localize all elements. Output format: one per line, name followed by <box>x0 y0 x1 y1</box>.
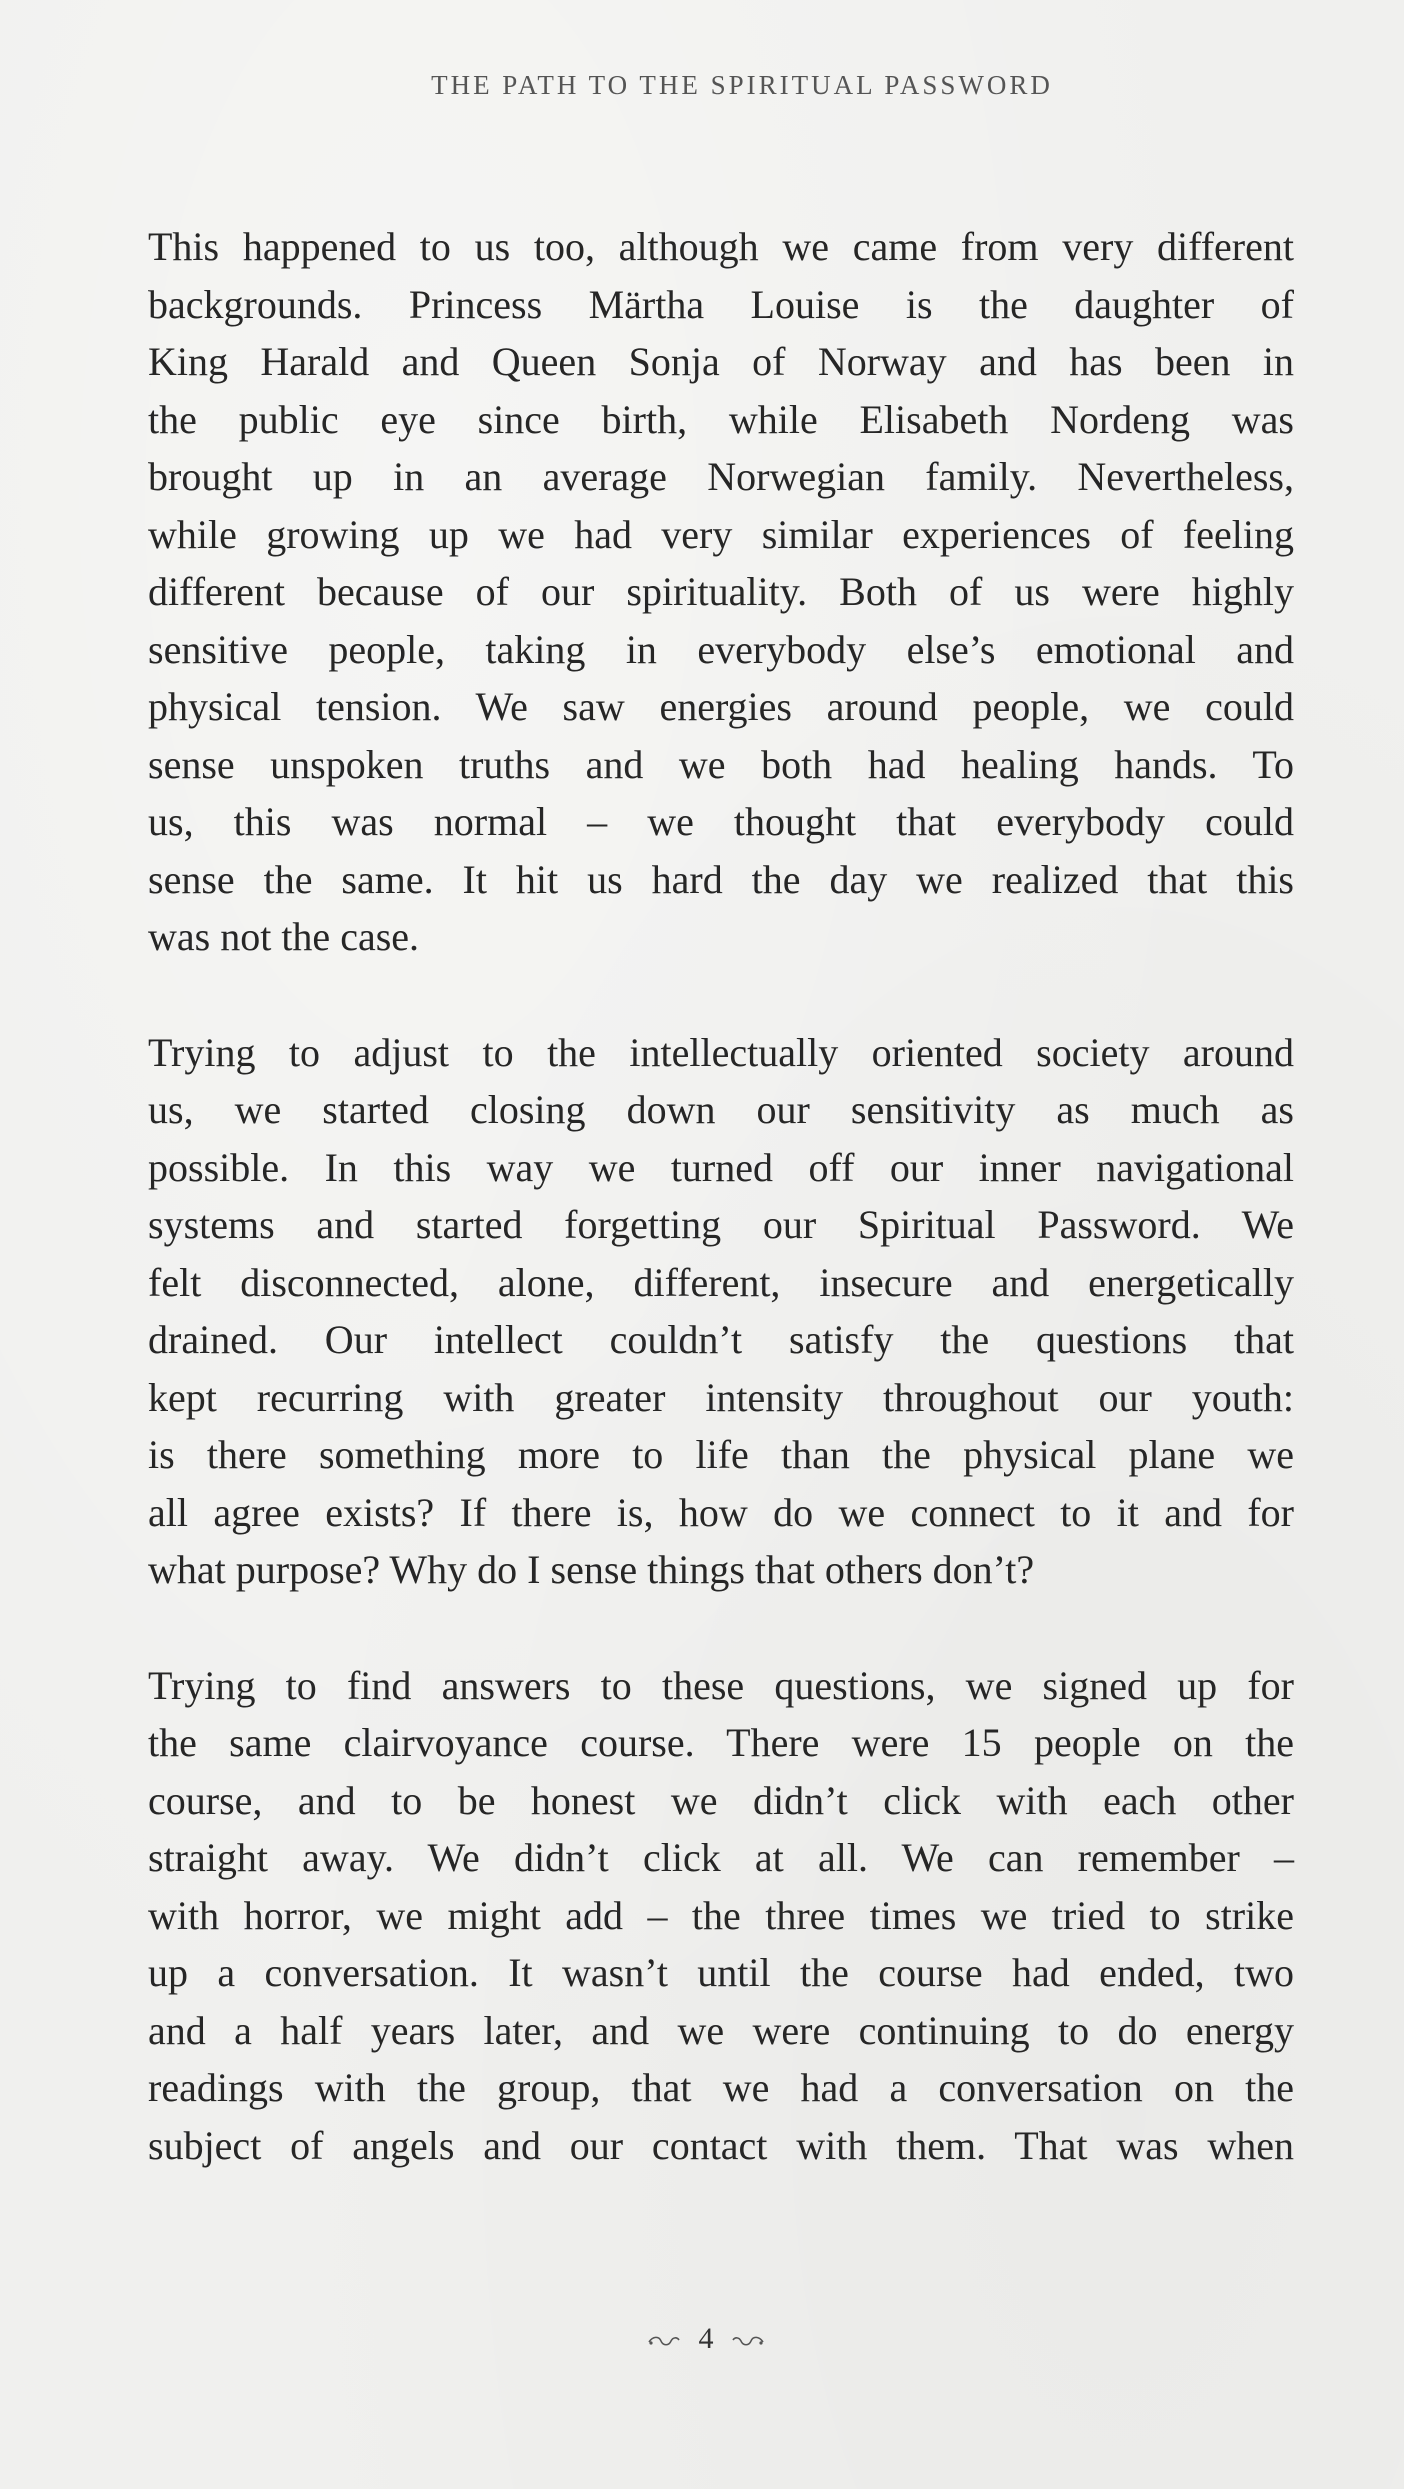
text-line: the public eye since birth, while Elisabeth Nordeng was <box>148 396 1294 442</box>
text-line: straight away. We didn’t click at all. We can remember – <box>148 1835 1294 1880</box>
text-line: us, we started closing down our sensitivity as much as <box>148 1087 1294 1132</box>
body-text <box>148 218 1294 2174</box>
running-head-title: THE PATH TO THE SPIRITUAL PASSWORD <box>431 70 1053 100</box>
paragraph-1 <box>148 218 1294 966</box>
text-line: Trying to adjust to the intellectually oriented society around <box>148 1029 1294 1075</box>
text-line: is there something more to life than the physical plane we <box>148 1432 1294 1477</box>
text-line: different because of our spirituality. Both of us were highly <box>148 569 1294 614</box>
text-line: while growing up we had very similar experiences of feeling <box>148 511 1294 557</box>
text-line: drained. Our intellect couldn’t satisfy the questions that <box>148 1317 1294 1362</box>
text-line: and a half years later, and we were continuing to do energy <box>148 2007 1294 2053</box>
text-line: possible. In this way we turned off our inner navigational <box>148 1144 1294 1190</box>
text-line: course, and to be honest we didn’t click with each other <box>148 1777 1294 1823</box>
text-line: all agree exists? If there is, how do we connect to it and for <box>148 1489 1294 1535</box>
text-line: what purpose? Why do I sense things that others don’t? <box>148 1547 1035 1592</box>
text-line: backgrounds. Princess Märtha Louise is the daughter of <box>148 281 1294 327</box>
page-footer <box>4 2322 1404 2356</box>
text-line: kept recurring with greater intensity throughout our youth: <box>148 1374 1294 1420</box>
text-line: the same clairvoyance course. There were 15 people on the <box>148 1720 1294 1765</box>
text-line: with horror, we might add – the three times we tried to strike <box>148 1892 1294 1938</box>
paragraph-2 <box>148 1024 1294 1599</box>
swirl-ornament-icon <box>647 2334 681 2348</box>
text-line: sensitive people, taking in everybody else’s emotional and <box>148 626 1294 672</box>
text-line: readings with the group, that we had a conversation on the <box>148 2065 1294 2110</box>
page-number: 4 <box>698 2322 714 2355</box>
text-line: up a conversation. It wasn’t until the course had ended, two <box>148 1950 1294 1995</box>
text-line: felt disconnected, alone, different, insecure and energetically <box>148 1259 1294 1305</box>
text-line: was not the case. <box>148 914 420 959</box>
text-line: brought up in an average Norwegian family. Nevertheless, <box>148 454 1294 499</box>
text-line: Trying to find answers to these questions, we signed up for <box>148 1662 1294 1708</box>
text-line: systems and started forgetting our Spiritual Password. We <box>148 1202 1294 1247</box>
text-line: sense unspoken truths and we both had healing hands. To <box>148 741 1294 787</box>
text-line: sense the same. It hit us hard the day we realized that this <box>148 856 1294 902</box>
text-line: us, this was normal – we thought that everybody could <box>148 799 1294 844</box>
text-line: subject of angels and our contact with them. That was when <box>148 2122 1294 2168</box>
text-line: This happened to us too, although we came from very different <box>148 224 1294 269</box>
text-line: King Harald and Queen Sonja of Norway and has been in <box>148 339 1294 384</box>
swirl-ornament-icon <box>731 2334 765 2348</box>
text-line: physical tension. We saw energies around people, we could <box>148 684 1294 729</box>
paragraph-3 <box>148 1657 1294 2175</box>
